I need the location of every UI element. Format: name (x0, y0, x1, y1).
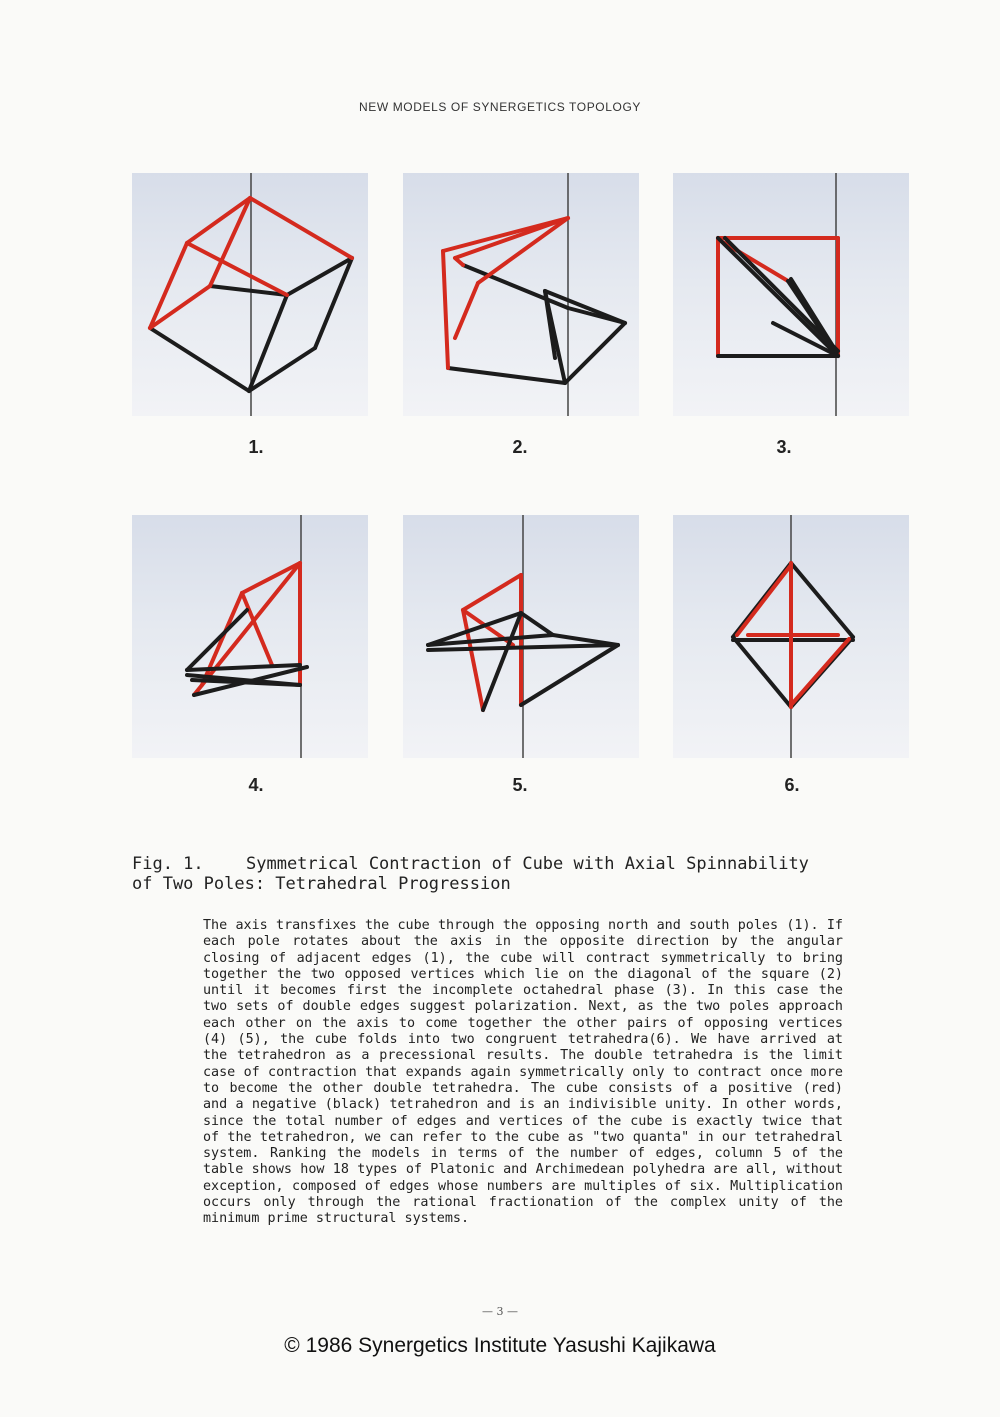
figure-label-5: 5. (512, 775, 528, 795)
figure-caption (132, 854, 932, 894)
figure-label-3: 3. (776, 437, 792, 457)
page-number: — 3 — (482, 1305, 518, 1318)
caption-title-1: Symmetrical Contraction of Cube with Axial Spinnability (246, 854, 809, 874)
photo-2-contracting (403, 173, 639, 416)
caption-number: Fig. 1. (132, 854, 204, 874)
caption-title-2: of Two Poles: Tetrahedral Progression (132, 874, 511, 894)
running-header: NEW MODELS OF SYNERGETICS TOPOLOGY (358, 100, 641, 114)
body-paragraph: The axis transfixes the cube through the opposing north and south poles (1). If each pole rotates about the axis in the opposite direction by the angular closing of adjacent edges (1), the cube will contract symmetrically to bring together the two opposed vertices which lie on the diagonal of the square (2) until it becomes first the incomplete octahedral phase (3). In this case the two sets of double edges suggest polarization. Next, as the two poles approach each other on the axis to come together the other pairs of opposing vertices (4) (5), the cube folds into two congruent tetrahedra(6). We have arrived at the tetrahedron as a precessional results. The double tetrahedra is the limit case of contraction that expands again symmetrically only to contract once more to become the other double tetrahedra. The cube consists of a positive (red) and a negative (black) tetrahedron and is an indivisible unity. In other words, since the total number of edges and vertices of the cube is exactly twice that of the tetrahedron, we can refer to the cube as "two quanta" in our tetrahedral system. Ranking the models in terms of the number of edges, column 5 of the table shows how 18 types of Platonic and Archimedean polyhedra are all, without exception, composed of edges whose numbers are multiples of six. Multiplication occurs only through the rational fractionation of the complex unity of the minimum prime structural systems. (203, 918, 843, 1227)
photo-1-cube (132, 173, 368, 416)
copyright-notice: © 1986 Synergetics Institute Yasushi Kajikawa (284, 1334, 716, 1357)
cube-model-2 (403, 173, 639, 416)
photo-5-folding (403, 515, 639, 758)
cube-model-3 (673, 173, 909, 416)
cube-model-6 (673, 515, 909, 758)
caption-line-1 (132, 854, 932, 874)
figure-label-6: 6. (784, 775, 800, 795)
figure-label-4: 4. (248, 775, 264, 795)
photo-3-octahedral-phase (673, 173, 909, 416)
photo-4-folding (132, 515, 368, 758)
photo-6-double-tetrahedra (673, 515, 909, 758)
cube-model-4 (132, 515, 368, 758)
figure-label-2: 2. (512, 437, 528, 457)
cube-model-1 (132, 173, 368, 416)
figure-label-1: 1. (248, 437, 264, 457)
cube-model-5 (403, 515, 639, 758)
